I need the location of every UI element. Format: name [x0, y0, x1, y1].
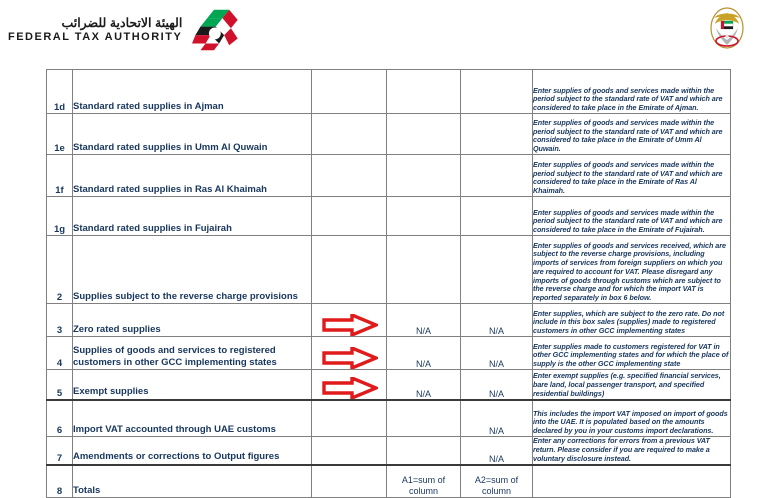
amount-input-cell[interactable]: [312, 437, 387, 465]
uae-national-emblem-icon: [708, 4, 746, 54]
table-row-totals: [47, 465, 731, 498]
fta-wordmark: [8, 17, 182, 44]
amount-input-cell[interactable]: [312, 400, 387, 437]
vat-return-output-table: [46, 69, 731, 498]
vat-input-cell[interactable]: [387, 114, 461, 155]
amount-input-cell[interactable]: [312, 70, 387, 114]
row-description-cell: Supplies subject to the reverse charge provisions: [73, 236, 312, 304]
fta-arabic-name: الهيئة الاتحادية للضرائب: [61, 15, 183, 30]
red-right-arrow-icon: [322, 377, 378, 399]
table-row: [47, 437, 731, 465]
table-row: [47, 236, 731, 304]
guidance-note-cell: Enter supplies, which are subject to the zero rate. Do not include in this box sales (supplies) made to registered customers in other GCC implementing states: [533, 304, 731, 337]
red-right-arrow-icon: [322, 347, 378, 369]
guidance-note-cell: Enter supplies of goods and services made within the period subject to the standard rate of VAT and which are considered to take place in the Emirate of Ras Al Khaimah.: [533, 155, 731, 197]
row-description-cell: Standard rated supplies in Ajman: [73, 70, 312, 114]
row-description-cell: Import VAT accounted through UAE customs: [73, 400, 312, 437]
amount-input-cell[interactable]: [312, 197, 387, 236]
row-number-cell: 1e: [47, 114, 73, 155]
table-row: [47, 370, 731, 400]
row-number-cell: 8: [47, 465, 73, 498]
row-number-cell: 1d: [47, 70, 73, 114]
totals-blocked-cell: [312, 465, 387, 498]
amount-input-cell[interactable]: [312, 304, 387, 337]
adjustment-na-cell: N/A: [461, 400, 533, 437]
row-description-cell: Exempt supplies: [73, 370, 312, 400]
row-number-cell: 3: [47, 304, 73, 337]
guidance-note-cell: Enter supplies made to customers registered for VAT in other GCC implementing states and for which the place of supply is the other GCC implementing state: [533, 337, 731, 370]
adjustment-na-cell: N/A: [461, 370, 533, 400]
totals-note-cell: [533, 465, 731, 498]
vat-na-cell: N/A: [387, 304, 461, 337]
table-body: [47, 70, 731, 498]
row-description-cell: Totals: [73, 465, 312, 498]
vat-input-cell[interactable]: [387, 197, 461, 236]
amount-input-cell[interactable]: [312, 370, 387, 400]
adjustment-input-cell[interactable]: [461, 114, 533, 155]
adjustment-na-cell: N/A: [461, 437, 533, 465]
header-divider: [0, 61, 768, 62]
row-description-cell: Standard rated supplies in Ras Al Khaimah: [73, 155, 312, 197]
totals-a2-cell: A2=sum of column: [461, 465, 533, 498]
guidance-note-cell: Enter supplies of goods and services made within the period subject to the standard rate of VAT and which are considered to take place in the Emirate of Ajman.: [533, 70, 731, 114]
fta-hexagon-logo-icon: [188, 8, 240, 52]
red-right-arrow-icon: [322, 314, 378, 336]
row-description-cell: Supplies of goods and services to registered customers in other GCC implementing states: [73, 337, 312, 370]
table-row: [47, 70, 731, 114]
adjustment-input-cell[interactable]: [461, 155, 533, 197]
vat-input-cell[interactable]: [387, 437, 461, 465]
row-description-cell: Standard rated supplies in Fujairah: [73, 197, 312, 236]
arrow-container: [312, 347, 386, 369]
guidance-note-cell: Enter supplies of goods and services made within the period subject to the standard rate of VAT and which are considered to take place in the Emirate of Umm Al Quwain.: [533, 114, 731, 155]
row-number-cell: 2: [47, 236, 73, 304]
guidance-note-cell: Enter exempt supplies (e.g. specified financial services, bare land, local passenger transport, and specified residential buildings): [533, 370, 731, 400]
row-number-cell: 1f: [47, 155, 73, 197]
row-number-cell: 7: [47, 437, 73, 465]
row-description-cell: Standard rated supplies in Umm Al Quwain: [73, 114, 312, 155]
adjustment-input-cell[interactable]: [461, 70, 533, 114]
vat-input-cell[interactable]: [387, 155, 461, 197]
arrow-container: [312, 314, 386, 336]
vat-na-cell: N/A: [387, 370, 461, 400]
adjustment-na-cell: N/A: [461, 337, 533, 370]
adjustment-input-cell[interactable]: [461, 236, 533, 304]
table-row: [47, 304, 731, 337]
vat-input-cell[interactable]: [387, 236, 461, 304]
amount-input-cell[interactable]: [312, 155, 387, 197]
table-row: [47, 197, 731, 236]
page-header: [0, 0, 768, 62]
guidance-note-cell: Enter supplies of goods and services received, which are subject to the reverse charge provisions, including imports of services from foreign suppliers on which you are required to account for VAT. Please disregard any imports of goods through customs which are subject to the reverse charge and for which the import VAT is reported separately in box 6 below.: [533, 236, 731, 304]
table-row: [47, 155, 731, 197]
table-row: [47, 337, 731, 370]
amount-input-cell[interactable]: [312, 114, 387, 155]
guidance-note-cell: This includes the import VAT imposed on import of goods into the UAE. It is populated based on the amounts declared by you in your customs import declarations.: [533, 400, 731, 437]
table-row: [47, 400, 731, 437]
vat-input-cell[interactable]: [387, 400, 461, 437]
totals-a1-cell: A1=sum of column: [387, 465, 461, 498]
arrow-container: [312, 377, 386, 399]
amount-input-cell[interactable]: [312, 236, 387, 304]
amount-input-cell[interactable]: [312, 337, 387, 370]
fta-english-name: FEDERAL TAX AUTHORITY: [8, 31, 183, 44]
adjustment-na-cell: N/A: [461, 304, 533, 337]
row-number-cell: 1g: [47, 197, 73, 236]
vat-na-cell: N/A: [387, 337, 461, 370]
guidance-note-cell: Enter supplies of goods and services made within the period subject to the standard rate of VAT and which are considered to take place in the Emirate of Fujairah.: [533, 197, 731, 236]
row-number-cell: 6: [47, 400, 73, 437]
row-number-cell: 4: [47, 337, 73, 370]
row-description-cell: Zero rated supplies: [73, 304, 312, 337]
row-description-cell: Amendments or corrections to Output figures: [73, 437, 312, 465]
vat-input-cell[interactable]: [387, 70, 461, 114]
guidance-note-cell: Enter any corrections for errors from a previous VAT return. Please consider if you are required to make a voluntary disclosure instead.: [533, 437, 731, 465]
adjustment-input-cell[interactable]: [461, 197, 533, 236]
table-row: [47, 114, 731, 155]
row-number-cell: 5: [47, 370, 73, 400]
federal-tax-authority-logo: [8, 8, 240, 52]
